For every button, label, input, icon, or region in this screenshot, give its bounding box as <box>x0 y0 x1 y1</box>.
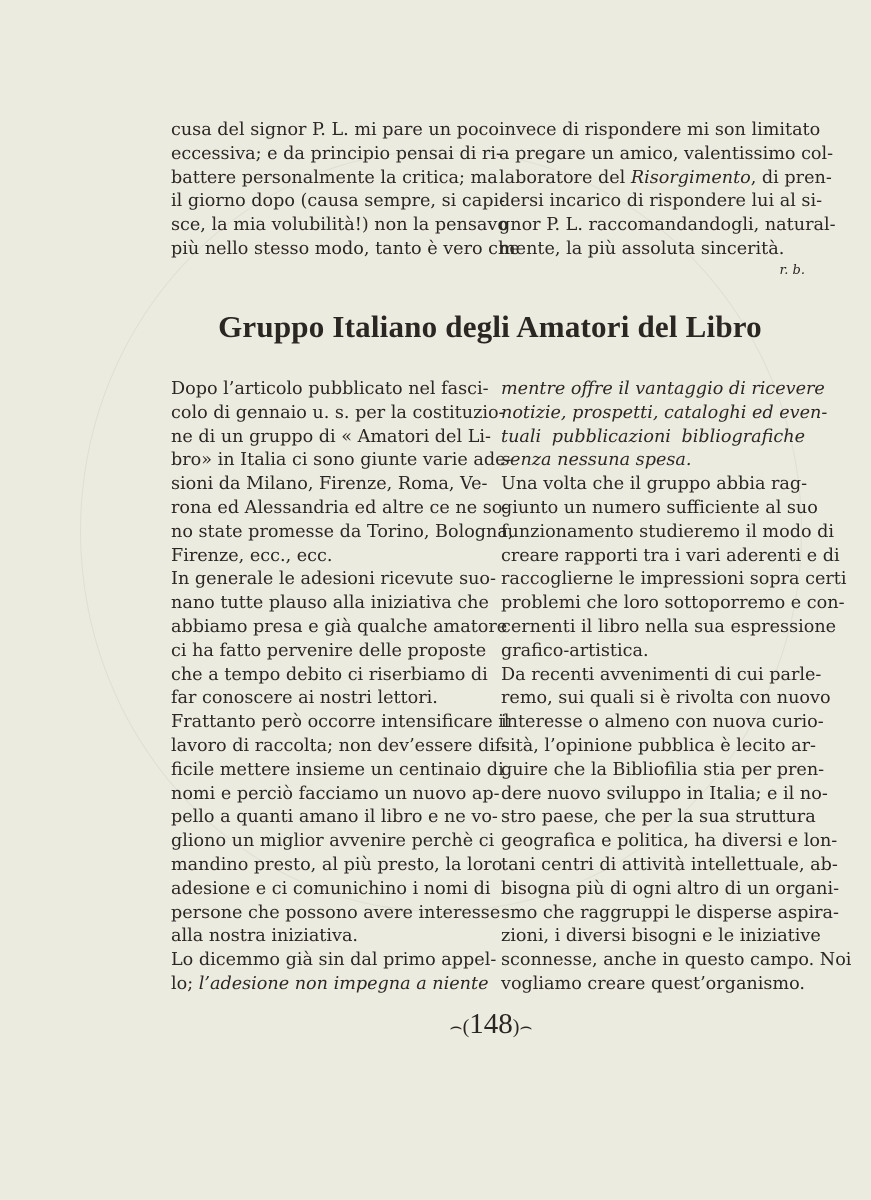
text-line: notizie, prospetti, cataloghi ed even- <box>501 402 828 423</box>
text-line: problemi che loro sottoporremo e con- <box>501 593 845 614</box>
text-line: mandino presto, al più presto, la loro <box>171 854 503 875</box>
text-line: dere nuovo sviluppo in Italia; e il no- <box>501 783 828 804</box>
text-line: Firenze, ecc., ecc. <box>171 545 333 566</box>
italic-title: Risorgimento <box>630 167 751 188</box>
text-line: abbiamo presa e già qualche amatore <box>171 616 508 637</box>
article-column-right <box>501 378 852 997</box>
text-line: funzionamento studieremo il modo di <box>501 521 835 542</box>
text-line: Frattanto però occorre intensificare il <box>171 712 510 733</box>
text-line: creare rapporti tra i vari aderenti e di <box>501 545 840 566</box>
text-line: grafico-artistica. <box>501 640 649 661</box>
text-line: giunto un numero sufficiente al suo <box>501 497 818 518</box>
text-fragment: , di pren- <box>750 167 832 188</box>
text-line: Una volta che il gruppo abbia rag- <box>501 474 808 495</box>
text-line: sce, la mia volubilità!) non la pensavo <box>171 215 508 236</box>
text-line: remo, sui quali si è rivolta con nuovo <box>501 688 831 709</box>
article-column-left <box>171 378 514 997</box>
text-line: persone che possono avere interesse <box>171 902 501 923</box>
page-number <box>436 1008 546 1041</box>
text-line: ne di un gruppo di « Amatori del Li- <box>171 426 491 447</box>
text-line: ci ha fatto pervenire delle proposte <box>171 640 487 661</box>
text-line <box>171 973 489 997</box>
text-fragment: lo; <box>171 973 194 994</box>
intro-column-left <box>171 119 520 262</box>
text-line: no state promesse da Torino, Bologna, <box>171 521 514 542</box>
text-line: eccessiva; e da principio pensai di ri- <box>171 143 502 164</box>
text-line: In generale le adesioni ricevute suo- <box>171 569 496 590</box>
text-line: nomi e perciò facciamo un nuovo ap- <box>171 783 500 804</box>
text-line: far conoscere ai nostri lettori. <box>171 688 438 709</box>
text-line: mente, la più assoluta sincerità. <box>499 238 785 259</box>
text-line: guire che la Bibliofilia stia per pren- <box>501 759 825 780</box>
text-line: battere personalmente la critica; ma <box>171 167 498 188</box>
text-line: stro paese, che per la sua struttura <box>501 807 816 828</box>
text-line: bro» in Italia ci sono giunte varie ade- <box>171 450 512 471</box>
text-fragment: laboratore del <box>499 167 626 188</box>
text-line: Lo dicemmo già sin dal primo appel- <box>171 950 497 971</box>
text-line: nano tutte plauso alla iniziativa che <box>171 593 489 614</box>
text-line: interesse o almeno con nuova curio- <box>501 712 824 733</box>
signature-initials: r. b. <box>779 263 805 278</box>
page-number-value: 148 <box>469 1008 513 1040</box>
text-line: tuali pubblicazioni bibliografiche <box>501 426 805 447</box>
text-line: alla nostra iniziativa. <box>171 926 359 947</box>
text-line: adesione e ci comunichino i nomi di <box>171 878 491 899</box>
text-line: cernenti il libro nella sua espressione <box>501 616 837 637</box>
italic-phrase: l’adesione non impegna a niente <box>198 973 489 994</box>
text-line: bisogna più di ogni altro di un organi- <box>501 878 840 899</box>
text-line: dersi incarico di rispondere lui al si- <box>499 191 823 212</box>
text-line: smo che raggruppi le disperse aspira- <box>501 902 839 923</box>
text-line: che a tempo debito ci riserbiamo di <box>171 664 488 685</box>
text-line: invece di rispondere mi son limitato <box>499 120 821 140</box>
text-line: vogliamo creare quest’organismo. <box>501 973 805 994</box>
text-line: raccoglierne le impressioni sopra certi <box>501 569 847 590</box>
text-line: gnor P. L. raccomandandogli, natural- <box>499 215 836 236</box>
ornament-right-icon: )⌢ <box>512 1016 533 1038</box>
text-line: pello a quanti amano il libro e ne vo- <box>171 807 498 828</box>
text-line: rona ed Alessandria ed altre ce ne so- <box>171 497 509 518</box>
intro-column-right <box>499 119 836 262</box>
text-line: ficile mettere insieme un centinaio di <box>171 759 504 780</box>
text-line: tani centri di attività intellettuale, ab- <box>501 854 838 875</box>
text-line: senza nessuna spesa. <box>501 450 692 471</box>
section-title: Gruppo Italiano degli Amatori del Libro <box>218 309 762 344</box>
text-line: sconnesse, anche in questo campo. Noi <box>501 950 852 971</box>
text-line <box>499 167 832 191</box>
text-line: Dopo l’articolo pubblicato nel fasci- <box>171 379 489 399</box>
text-line: il giorno dopo (causa sempre, si capi- <box>171 191 506 212</box>
text-line: sità, l’opinione pubblica è lecito ar- <box>501 735 816 756</box>
text-line: zioni, i diversi bisogni e le iniziative <box>501 926 821 947</box>
ornament-left-icon: ⌢( <box>449 1016 470 1038</box>
text-line: a pregare un amico, valentissimo col- <box>499 143 834 164</box>
text-line: colo di gennaio u. s. per la costituzio- <box>171 402 505 423</box>
text-line: Da recenti avvenimenti di cui parle- <box>501 664 822 685</box>
text-line: gliono un miglior avvenire perchè ci <box>171 831 495 852</box>
text-line: sioni da Milano, Firenze, Roma, Ve- <box>171 474 488 495</box>
text-line: lavoro di raccolta; non dev’essere dif- <box>171 735 507 756</box>
text-line: cusa del signor P. L. mi pare un poco <box>171 120 499 140</box>
text-line: più nello stesso modo, tanto è vero che <box>171 238 520 259</box>
text-line: mentre offre il vantaggio di ricevere <box>501 379 825 399</box>
text-line: geografica e politica, ha diversi e lon- <box>501 831 838 852</box>
